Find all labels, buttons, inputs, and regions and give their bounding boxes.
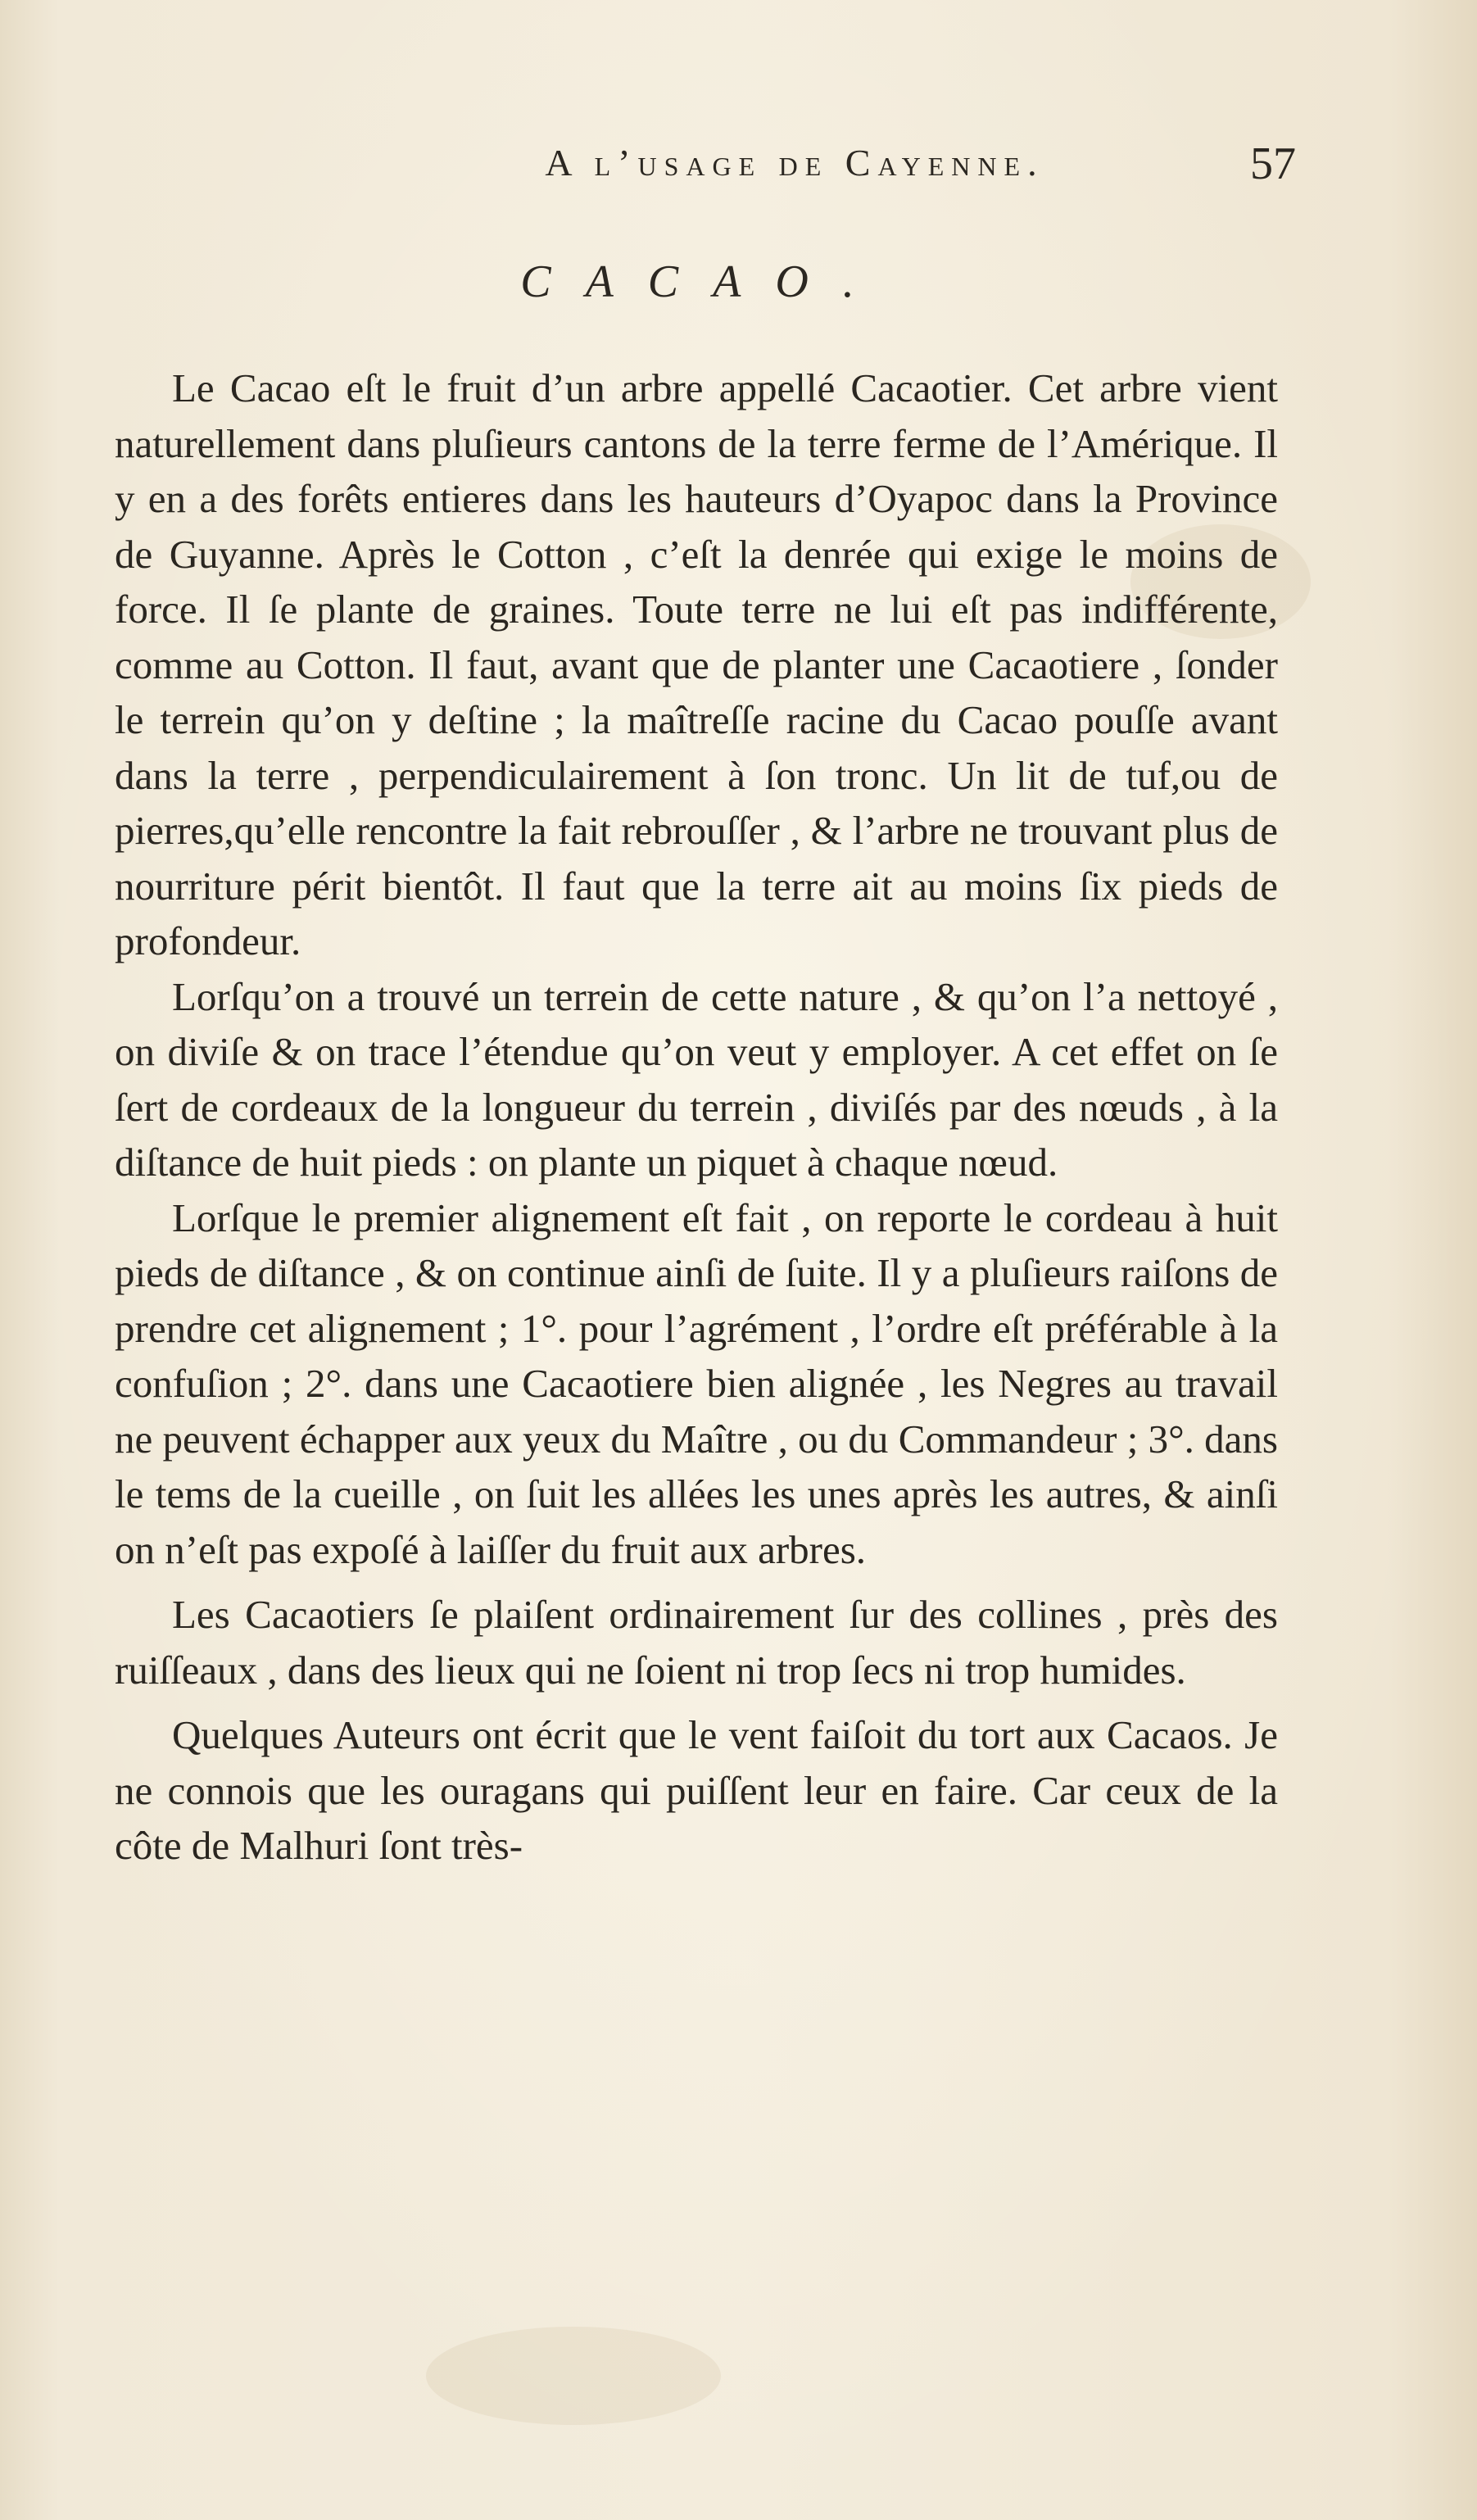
section-title: CACAO. <box>520 256 889 307</box>
paper-stain <box>426 2327 721 2425</box>
paragraph-1: Le Cacao eſt le fruit d’un arbre appellé Cacaotier. Cet arbre vient naturellement dans pluſieurs cantons de la terre ferme de l’Amérique. Il y en a des forêts entieres dans les hauteurs d’Oyapoc dans la Province de Guyanne. Après le Cotton , c’eſt la denrée qui exige le moins de force. Il ſe plante de graines. Toute terre ne lui eſt pas indifférente, comme au Cotton. Il faut, avant que de planter une Cacaotiere , ſonder le terrein qu’on y deſtine ; la maîtreſſe racine du Cacao pouſſe avant dans la terre , perpendiculairement à ſon tronc. Un lit de tuf,ou de pierres,qu’elle rencontre la fait rebrouſſer , & l’arbre ne trouvant plus de nourriture périt bientôt. Il faut que la terre ait au moins ſix pieds de profondeur. <box>115 365 1278 963</box>
paragraph-3: Lorſque le premier alignement eſt fait , on reporte le cordeau à huit pieds de diſtance , & on continue ainſi de ſuite. Il y a pluſieurs raiſons de prendre cet alignement ; 1°. pour l’agrément , l’ordre eſt préférable à la confuſion ; 2°. dans une Cacaotiere bien alignée , les Negres au travail ne peuvent échapper aux yeux du Maître , ou du Commandeur ; 3°. dans le tems de la cueille , on ſuit les allées les unes après les autres, & ainſi on n’eſt pas expoſé à laiſſer du fruit aux arbres. <box>115 1194 1278 1572</box>
body-text <box>115 360 1278 1874</box>
paragraph-5: Quelques Auteurs ont écrit que le vent faiſoit du tort aux Cacaos. Je ne connois que les ouragans qui puiſſent leur en faire. Car ceux de la côte de Malhuri ſont très- <box>115 1712 1278 1868</box>
paragraph-4: Les Cacaotiers ſe plaiſent ordinairement ſur des collines , près des ruiſſeaux , dans des lieux qui ne ſoient ni trop ſecs ni trop humides. <box>115 1592 1278 1693</box>
page-number: 57 <box>1250 138 1296 189</box>
running-head: A l’usage de Cayenne. <box>545 142 1044 184</box>
paragraph-2: Lorſqu’on a trouvé un terrein de cette nature , & qu’on l’a nettoyé , on diviſe & on trace l’étendue qu’on veut y employer. A cet effet on ſe ſert de cordeaux de la longueur du terrein , diviſés par des nœuds , à la diſtance de huit pieds : on plante un piquet à chaque nœud. <box>115 973 1278 1185</box>
